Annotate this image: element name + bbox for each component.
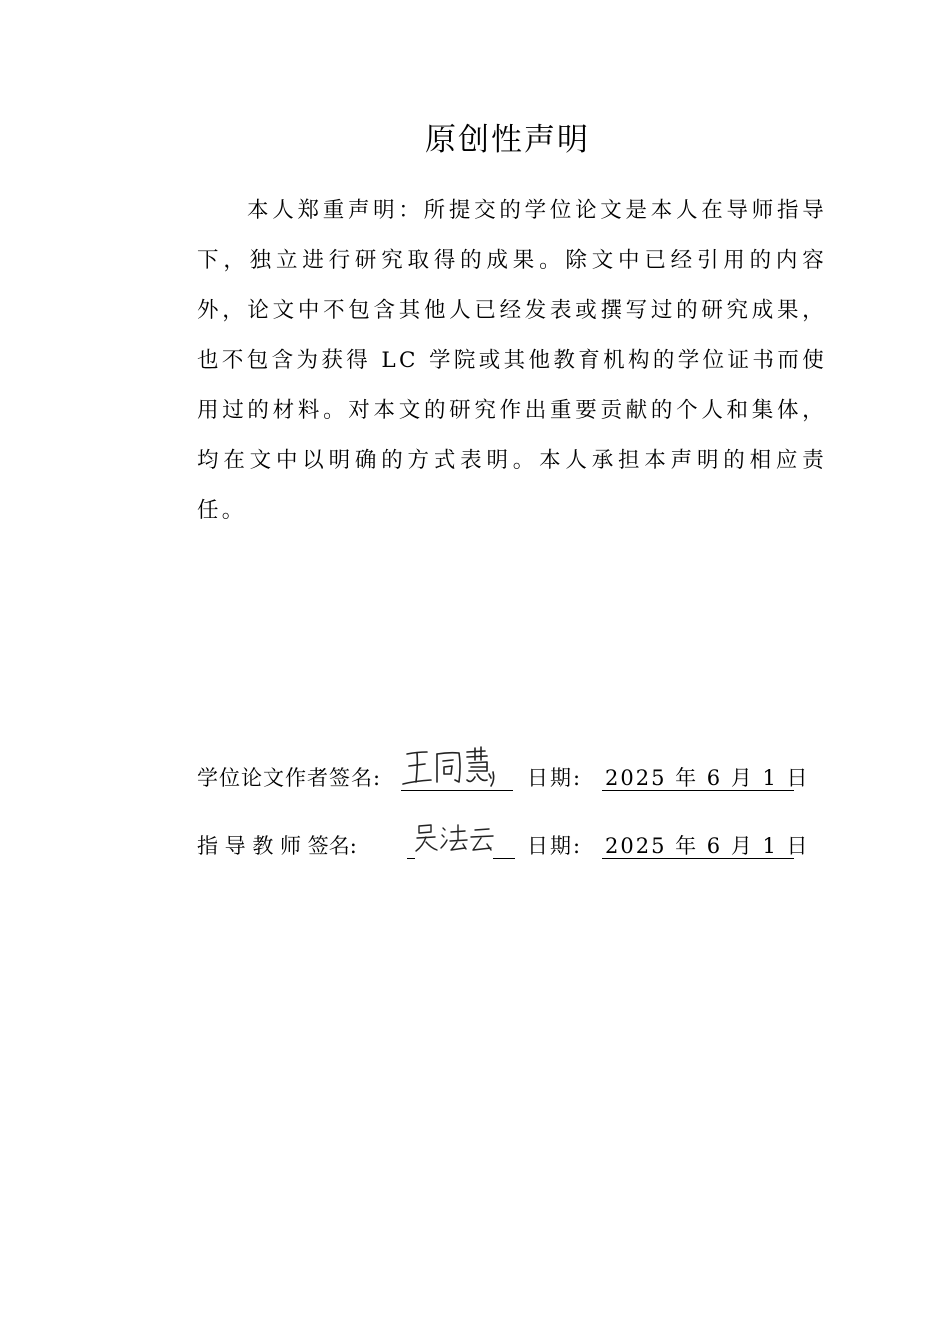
advisor-date: 2025 年 6 月 1 日 bbox=[605, 834, 810, 858]
declaration-statement: 本人郑重声明：所提交的学位论文是本人在导师指导下，独立进行研究取得的成果。除文中已经引用的内容外，论文中不包含其他人已经发表或撰写过的研究成果，也不包含为获得 LC 学院或其他教育机构的学位证书而使用过的材料。对本文的研究作出重要贡献的个人和集体，均在文中以明确的方式表明。本人承担本声明的相应责任。 bbox=[197, 198, 827, 523]
page-title: 原创性声明 bbox=[425, 122, 590, 158]
advisor-date-line bbox=[602, 858, 794, 859]
advisor-signature-line-tail bbox=[493, 858, 515, 859]
advisor-signature-line-lead bbox=[407, 858, 415, 859]
author-signature-label: 学位论文作者签名: bbox=[197, 766, 382, 790]
advisor-handwritten-signature bbox=[413, 820, 503, 860]
author-signature-line bbox=[401, 790, 513, 791]
author-handwritten-signature bbox=[401, 744, 511, 790]
advisor-date-label: 日期: bbox=[527, 834, 583, 858]
author-date-line bbox=[602, 790, 794, 791]
author-date: 2025 年 6 月 1 日 bbox=[605, 766, 810, 790]
author-date-label: 日期: bbox=[527, 766, 583, 790]
advisor-signature-label: 指 导 教 师 签名: bbox=[197, 834, 357, 858]
